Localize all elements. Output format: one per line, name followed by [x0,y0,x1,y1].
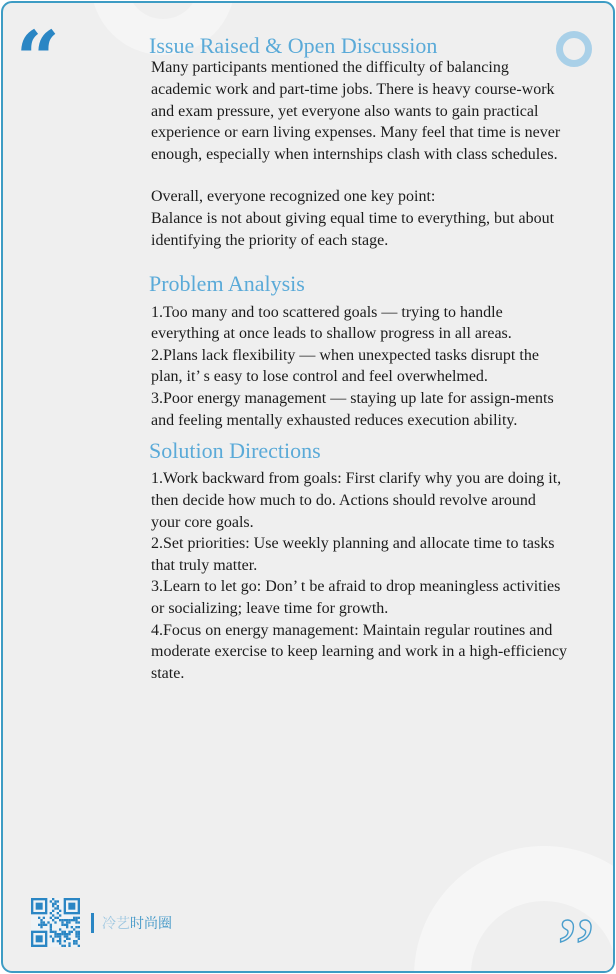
paragraph: Balance is not about giving equal time to everything, but about identifying the priority of each stage. [151,209,555,249]
section-heading: Solution Directions [149,438,321,464]
list-item: 4.Focus on energy management: Maintain regular routines and moderate exercise to keep learning and work in a high-efficiency state. [151,621,567,682]
list-item: 3.Learn to let go: Don’ t be afraid to drop meaningless activities or socializing; leave time for growth. [151,578,561,618]
section-solution-directions [149,438,569,684]
article-content [149,33,569,684]
brand-logo-main: 时尚圈 [130,915,172,932]
solution-list [149,468,569,684]
brand-logo-faint: 冷艺 [102,915,130,932]
section-heading: Issue Raised & Open Discussion [149,33,438,58]
decorative-ring-top-left-inner [127,1,199,19]
close-quote-icon: ” [557,900,596,973]
list-item: 3.Poor energy management — staying up late for assign-ments and feeling mentally exhausted reduces execution ability. [151,389,554,429]
section-problem-analysis [149,271,569,431]
paragraph: Many participants mentioned the difficulty of balancing academic work and part-time jobs. There is heavy course-work and exam pressure, yet everyone also wants to gain practical experience or earn living expenses. Many feel that time is never enough, especially when internships clash with class schedules. [151,59,561,163]
footer [31,898,172,947]
problem-list [149,302,569,432]
footer-divider [91,913,94,933]
list-item: 2.Set priorities: Use weekly planning and allocate time to tasks that truly matter. [151,535,555,574]
section-heading: Problem Analysis [149,271,305,297]
list-item: 1.Too many and too scattered goals — trying to handle everything at once leads to shallow progress in all areas. [151,303,512,343]
qr-code-icon[interactable] [31,898,80,947]
section-issue-discussion [149,33,569,251]
document-card [1,1,615,973]
brand-logo [102,913,172,933]
list-item: 2.Plans lack flexibility — when unexpected tasks disrupt the plan, it’ s easy to lose control and feel overwhelmed. [151,346,539,386]
list-item: 1.Work backward from goals: First clarify why you are doing it, then decide how much to do. Actions should revolve around your core goals. [151,470,562,531]
open-quote-icon: “ [16,14,60,103]
paragraph: Overall, everyone recognized one key point: [151,188,436,206]
